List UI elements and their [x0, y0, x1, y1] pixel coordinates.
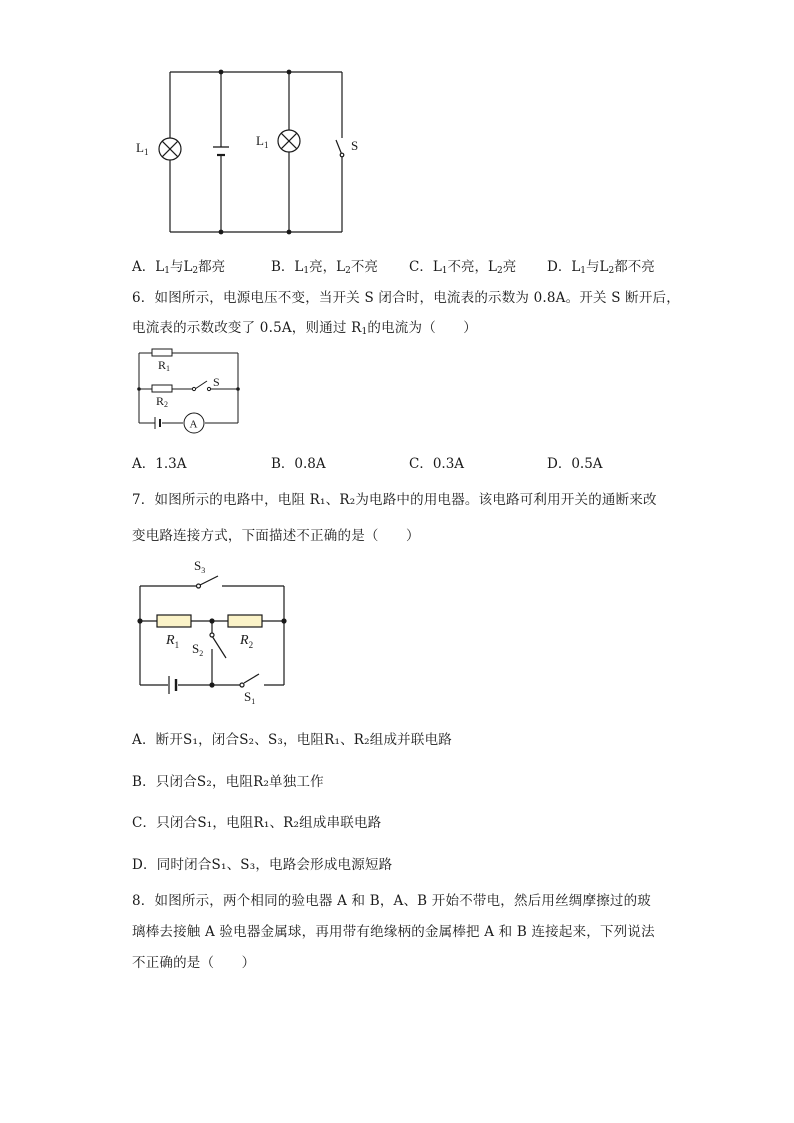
battery-q7-icon — [169, 676, 176, 694]
resistor-r2-icon — [152, 385, 172, 392]
q6-stem-line2: 电流表的示数改变了 0.5A，则通过 $R_1$的电流为（ ） — [132, 320, 478, 337]
figure-q6-circuit — [135, 345, 250, 435]
switch-s2-icon — [210, 633, 214, 637]
label-s1: $S_1$ — [244, 689, 256, 706]
q7-stem-line1: 7．如图所示的电路中，电阻 R₁、R₂为电路中的用电器。该电路可利用开关的通断来改 — [132, 492, 657, 508]
q5-option-d: D．$L_1$与$L_2$都不亮 — [547, 259, 655, 276]
figure-circuit-lamps — [130, 66, 370, 238]
label-r1-q7: $R_1$ — [166, 633, 180, 650]
label-s3: $S_3$ — [194, 558, 206, 575]
q6-option-a: A．1.3A — [132, 456, 187, 472]
lamp-l1-left-icon — [159, 138, 181, 160]
q7-circuit-diagram — [128, 552, 298, 712]
switch-s-q6-icon — [192, 387, 210, 390]
q8-stem-line2: 璃棒去接触 A 验电器金属球，再用带有绝缘柄的金属棒把 A 和 B 连接起来，下列说法 — [132, 924, 655, 940]
label-l1-middle: $L_1$ — [256, 133, 269, 150]
q7-stem-line2: 变电路连接方式，下面描述不正确的是（ ） — [132, 528, 420, 544]
label-l1-left: $L_1$ — [136, 140, 149, 157]
battery-icon — [213, 147, 229, 155]
q7-option-b: B．只闭合S₂，电阻R₂单独工作 — [132, 774, 324, 790]
q5-option-a: A．$L_1$与$L_2$都亮 — [132, 259, 226, 276]
q6-option-d: D．0.5A — [547, 456, 603, 472]
q5-option-b: B．$L_1$亮，$L_2$不亮 — [271, 259, 378, 276]
q8-stem-line3: 不正确的是（ ） — [132, 955, 256, 971]
q6-stem-line1: 6．如图所示，电源电压不变，当开关 S 闭合时，电流表的示数为 0.8A。开关 S 断开后， — [132, 290, 680, 306]
label-switch-s: S — [351, 138, 359, 153]
q7-option-d: D．同时闭合S₁、S₃，电路会形成电源短路 — [132, 857, 393, 873]
q7-option-c: C．只闭合S₁，电阻R₁、R₂组成串联电路 — [132, 815, 382, 831]
label-r1: R1 — [158, 358, 171, 373]
switch-s-icon — [336, 140, 344, 157]
svg-text:A: A — [189, 418, 198, 431]
resistor-r1-icon — [152, 349, 172, 356]
ammeter-icon — [184, 413, 204, 433]
q7-option-a: A．断开S₁，闭合S₂、S₃，电阻R₁、R₂组成并联电路 — [132, 732, 452, 748]
q6-option-c: C．0.3A — [409, 456, 465, 472]
figure-q7-circuit — [128, 552, 298, 712]
label-r2: R2 — [156, 394, 169, 409]
resistor-r1-q7-icon — [157, 615, 191, 627]
label-s2: $S_2$ — [192, 641, 204, 658]
circuit-lamps-diagram — [130, 66, 370, 238]
switch-s1-icon — [240, 683, 244, 687]
resistor-r2-q7-icon — [228, 615, 262, 627]
q6-option-b: B．0.8A — [271, 456, 326, 472]
label-r2-q7: $R_2$ — [240, 633, 254, 650]
junction-dots — [219, 70, 292, 235]
label-s-q6: S — [213, 375, 220, 389]
q6-circuit-diagram — [135, 345, 250, 435]
q5-option-c: C．$L_1$不亮，$L_2$亮 — [409, 259, 517, 276]
lamp-l1-middle-icon — [278, 130, 300, 152]
switch-s3-icon — [197, 584, 201, 588]
q8-stem-line1: 8．如图所示，两个相同的验电器 A 和 B，A、B 开始不带电，然后用丝绸摩擦过的玻 — [132, 893, 651, 909]
battery-q6-icon — [155, 417, 160, 429]
